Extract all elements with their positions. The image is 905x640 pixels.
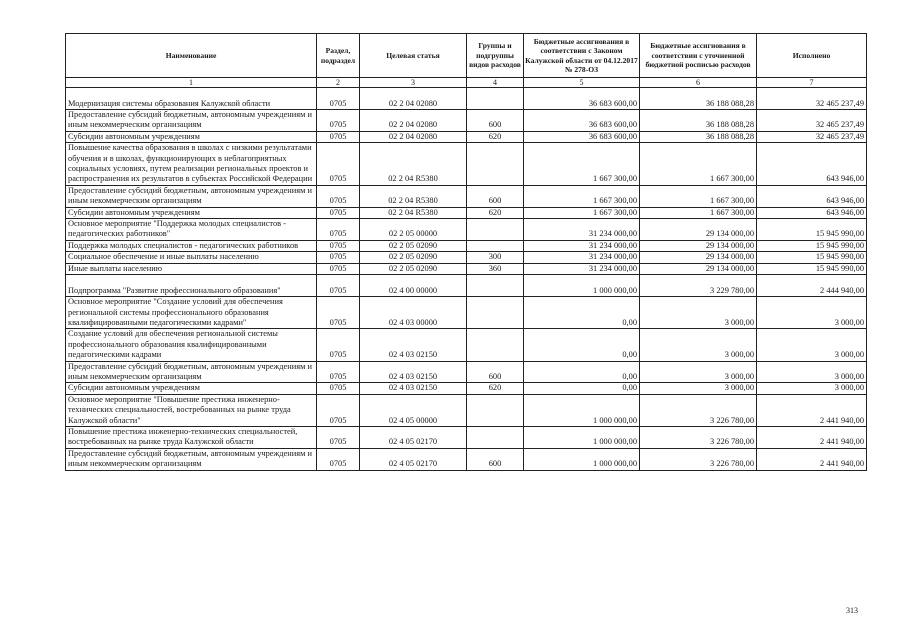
cell-name: Предоставление субсидий бюджетным, автономным учреждениям и иным некоммерческим организациям — [66, 110, 317, 132]
cell-refined-amount: 1 667 300,00 — [640, 207, 757, 218]
page-number: 313 — [846, 606, 858, 615]
cell-expense-group: 600 — [467, 110, 524, 132]
cell-law-amount: 0,00 — [524, 329, 640, 361]
col-number: 3 — [360, 78, 467, 88]
cell-section: 0705 — [317, 207, 360, 218]
col-number: 1 — [66, 78, 317, 88]
cell-law-amount: 1 667 300,00 — [524, 185, 640, 207]
cell-executed-amount: 15 945 990,00 — [757, 252, 867, 263]
cell-law-amount: 31 234 000,00 — [524, 263, 640, 274]
cell-refined-amount: 3 226 780,00 — [640, 448, 757, 470]
cell-section: 0705 — [317, 383, 360, 394]
cell-section: 0705 — [317, 448, 360, 470]
cell-refined-amount: 3 226 780,00 — [640, 394, 757, 426]
cell-expense-group: 300 — [467, 252, 524, 263]
table-row — [66, 219, 867, 241]
cell-section: 0705 — [317, 185, 360, 207]
cell-expense-group — [467, 240, 524, 251]
cell-name: Предоставление субсидий бюджетным, автономным учреждениям и иным некоммерческим организациям — [66, 361, 317, 383]
table-row — [66, 252, 867, 263]
cell-name: Поддержка молодых специалистов - педагогических работников — [66, 240, 317, 251]
cell-expense-group: 620 — [467, 383, 524, 394]
cell-law-amount: 1 000 000,00 — [524, 394, 640, 426]
cell-target: 02 2 05 02090 — [360, 263, 467, 274]
cell-refined-amount: 36 188 088,28 — [640, 131, 757, 142]
col-header-executed: Исполнено — [757, 34, 867, 78]
cell-section: 0705 — [317, 252, 360, 263]
cell-target: 02 2 04 R5380 — [360, 143, 467, 186]
col-number: 2 — [317, 78, 360, 88]
cell-target: 02 2 04 R5380 — [360, 185, 467, 207]
cell-executed-amount: 3 000,00 — [757, 297, 867, 329]
cell-section: 0705 — [317, 275, 360, 297]
cell-name: Повышение престижа инженерно-технических специальностей, востребованных на рынке труда Калужской области — [66, 426, 317, 448]
table-row — [66, 426, 867, 448]
cell-law-amount: 31 234 000,00 — [524, 252, 640, 263]
cell-refined-amount: 3 226 780,00 — [640, 426, 757, 448]
cell-expense-group — [467, 88, 524, 110]
cell-target: 02 4 05 00000 — [360, 394, 467, 426]
cell-target: 02 2 04 02080 — [360, 110, 467, 132]
cell-law-amount: 1 000 000,00 — [524, 426, 640, 448]
cell-section: 0705 — [317, 219, 360, 241]
cell-executed-amount: 15 945 990,00 — [757, 263, 867, 274]
cell-section: 0705 — [317, 426, 360, 448]
cell-law-amount: 0,00 — [524, 297, 640, 329]
cell-name: Социальное обеспечение и иные выплаты населению — [66, 252, 317, 263]
table-row — [66, 131, 867, 142]
cell-target: 02 4 00 00000 — [360, 275, 467, 297]
cell-executed-amount: 2 444 940,00 — [757, 275, 867, 297]
cell-executed-amount: 2 441 940,00 — [757, 394, 867, 426]
cell-law-amount: 36 683 600,00 — [524, 110, 640, 132]
col-header-target: Целевая статья — [360, 34, 467, 78]
cell-expense-group — [467, 275, 524, 297]
cell-name: Иные выплаты населению — [66, 263, 317, 274]
cell-name: Субсидии автономным учреждениям — [66, 131, 317, 142]
cell-name: Повышение качества образования в школах с низкими результатами обучения и в школах, функционирующих в неблагоприятных социальных условиях, путем реализации региональных проектов и распространения их результатов в субъектах Российской Федерации — [66, 143, 317, 186]
table-row — [66, 448, 867, 470]
cell-name: Предоставление субсидий бюджетным, автономным учреждениям и иным некоммерческим организациям — [66, 448, 317, 470]
cell-refined-amount: 3 000,00 — [640, 329, 757, 361]
cell-refined-amount: 29 134 000,00 — [640, 252, 757, 263]
cell-refined-amount: 1 667 300,00 — [640, 143, 757, 186]
col-header-section: Раздел, подраздел — [317, 34, 360, 78]
cell-law-amount: 1 667 300,00 — [524, 143, 640, 186]
cell-law-amount: 1 667 300,00 — [524, 207, 640, 218]
cell-refined-amount: 3 000,00 — [640, 383, 757, 394]
table-row — [66, 110, 867, 132]
cell-executed-amount: 2 441 940,00 — [757, 426, 867, 448]
cell-executed-amount: 15 945 990,00 — [757, 219, 867, 241]
cell-name: Основное мероприятие "Создание условий для обеспечения региональной системы профессионального образования квалифицированными педагогическими кадрами" — [66, 297, 317, 329]
cell-refined-amount: 36 188 088,28 — [640, 88, 757, 110]
cell-executed-amount: 643 946,00 — [757, 143, 867, 186]
cell-executed-amount: 15 945 990,00 — [757, 240, 867, 251]
cell-executed-amount: 3 000,00 — [757, 361, 867, 383]
table-row — [66, 361, 867, 383]
cell-expense-group — [467, 394, 524, 426]
cell-executed-amount: 3 000,00 — [757, 383, 867, 394]
cell-section: 0705 — [317, 329, 360, 361]
col-number: 6 — [640, 78, 757, 88]
cell-law-amount: 31 234 000,00 — [524, 240, 640, 251]
cell-expense-group: 620 — [467, 207, 524, 218]
table-row — [66, 275, 867, 297]
cell-target: 02 4 05 02170 — [360, 426, 467, 448]
cell-executed-amount: 643 946,00 — [757, 185, 867, 207]
cell-law-amount: 1 000 000,00 — [524, 275, 640, 297]
cell-target: 02 2 05 00000 — [360, 219, 467, 241]
table-row — [66, 263, 867, 274]
cell-name: Субсидии автономным учреждениям — [66, 207, 317, 218]
cell-law-amount: 0,00 — [524, 383, 640, 394]
cell-target: 02 4 03 00000 — [360, 297, 467, 329]
table-row — [66, 88, 867, 110]
cell-section: 0705 — [317, 110, 360, 132]
cell-law-amount: 36 683 600,00 — [524, 131, 640, 142]
cell-expense-group: 360 — [467, 263, 524, 274]
table-row — [66, 329, 867, 361]
column-number-row — [66, 78, 867, 88]
budget-table — [65, 33, 867, 471]
cell-expense-group: 600 — [467, 361, 524, 383]
table-row — [66, 383, 867, 394]
table-row — [66, 207, 867, 218]
cell-section: 0705 — [317, 361, 360, 383]
table-row — [66, 240, 867, 251]
col-number: 7 — [757, 78, 867, 88]
cell-executed-amount: 32 465 237,49 — [757, 88, 867, 110]
cell-refined-amount: 3 000,00 — [640, 297, 757, 329]
cell-section: 0705 — [317, 88, 360, 110]
cell-expense-group — [467, 143, 524, 186]
cell-section: 0705 — [317, 131, 360, 142]
cell-name: Модернизация системы образования Калужской области — [66, 88, 317, 110]
cell-executed-amount: 643 946,00 — [757, 207, 867, 218]
table-row — [66, 297, 867, 329]
cell-expense-group — [467, 219, 524, 241]
cell-target: 02 2 04 02080 — [360, 88, 467, 110]
cell-section: 0705 — [317, 297, 360, 329]
cell-expense-group — [467, 426, 524, 448]
cell-expense-group — [467, 329, 524, 361]
cell-target: 02 4 03 02150 — [360, 361, 467, 383]
col-number: 4 — [467, 78, 524, 88]
cell-target: 02 4 03 02150 — [360, 329, 467, 361]
col-header-name: Наименование — [66, 34, 317, 78]
cell-section: 0705 — [317, 394, 360, 426]
cell-law-amount: 36 683 600,00 — [524, 88, 640, 110]
cell-expense-group: 600 — [467, 448, 524, 470]
cell-refined-amount: 29 134 000,00 — [640, 240, 757, 251]
cell-executed-amount: 3 000,00 — [757, 329, 867, 361]
cell-expense-group — [467, 297, 524, 329]
cell-target: 02 2 04 02080 — [360, 131, 467, 142]
cell-executed-amount: 32 465 237,49 — [757, 110, 867, 132]
cell-name: Подпрограмма "Развитие профессионального образования" — [66, 275, 317, 297]
table-row — [66, 394, 867, 426]
header-row — [66, 34, 867, 78]
cell-name: Создание условий для обеспечения региональной системы профессионального образования квалифицированными педагогическими кадрами — [66, 329, 317, 361]
cell-target: 02 4 03 02150 — [360, 383, 467, 394]
cell-name: Предоставление субсидий бюджетным, автономным учреждениям и иным некоммерческим организациям — [66, 185, 317, 207]
cell-section: 0705 — [317, 143, 360, 186]
cell-name: Основное мероприятие "Поддержка молодых специалистов - педагогических работников" — [66, 219, 317, 241]
table-row — [66, 185, 867, 207]
cell-section: 0705 — [317, 263, 360, 274]
cell-target: 02 2 05 02090 — [360, 240, 467, 251]
cell-refined-amount: 29 134 000,00 — [640, 219, 757, 241]
cell-refined-amount: 1 667 300,00 — [640, 185, 757, 207]
cell-refined-amount: 3 000,00 — [640, 361, 757, 383]
cell-section: 0705 — [317, 240, 360, 251]
cell-expense-group: 600 — [467, 185, 524, 207]
cell-name: Основное мероприятие "Повышение престижа инженерно-технических специальностей, востребованных на рынке труда Калужской области" — [66, 394, 317, 426]
cell-executed-amount: 2 441 940,00 — [757, 448, 867, 470]
cell-target: 02 2 04 R5380 — [360, 207, 467, 218]
table-row — [66, 143, 867, 186]
cell-expense-group: 620 — [467, 131, 524, 142]
col-number: 5 — [524, 78, 640, 88]
cell-target: 02 4 05 02170 — [360, 448, 467, 470]
cell-name: Субсидии автономным учреждениям — [66, 383, 317, 394]
cell-refined-amount: 29 134 000,00 — [640, 263, 757, 274]
col-header-expense-group: Группы и подгруппы видов расходов — [467, 34, 524, 78]
cell-refined-amount: 3 229 780,00 — [640, 275, 757, 297]
cell-law-amount: 31 234 000,00 — [524, 219, 640, 241]
cell-refined-amount: 36 188 088,28 — [640, 110, 757, 132]
col-header-law-appropriations: Бюджетные ассигнования в соответствии с Законом Калужской области от 04.12.2017 № 278-ОЗ — [524, 34, 640, 78]
cell-law-amount: 1 000 000,00 — [524, 448, 640, 470]
col-header-refined-appropriations: Бюджетные ассигнования в соответствии с уточненной бюджетной росписью расходов — [640, 34, 757, 78]
cell-executed-amount: 32 465 237,49 — [757, 131, 867, 142]
cell-law-amount: 0,00 — [524, 361, 640, 383]
cell-target: 02 2 05 02090 — [360, 252, 467, 263]
